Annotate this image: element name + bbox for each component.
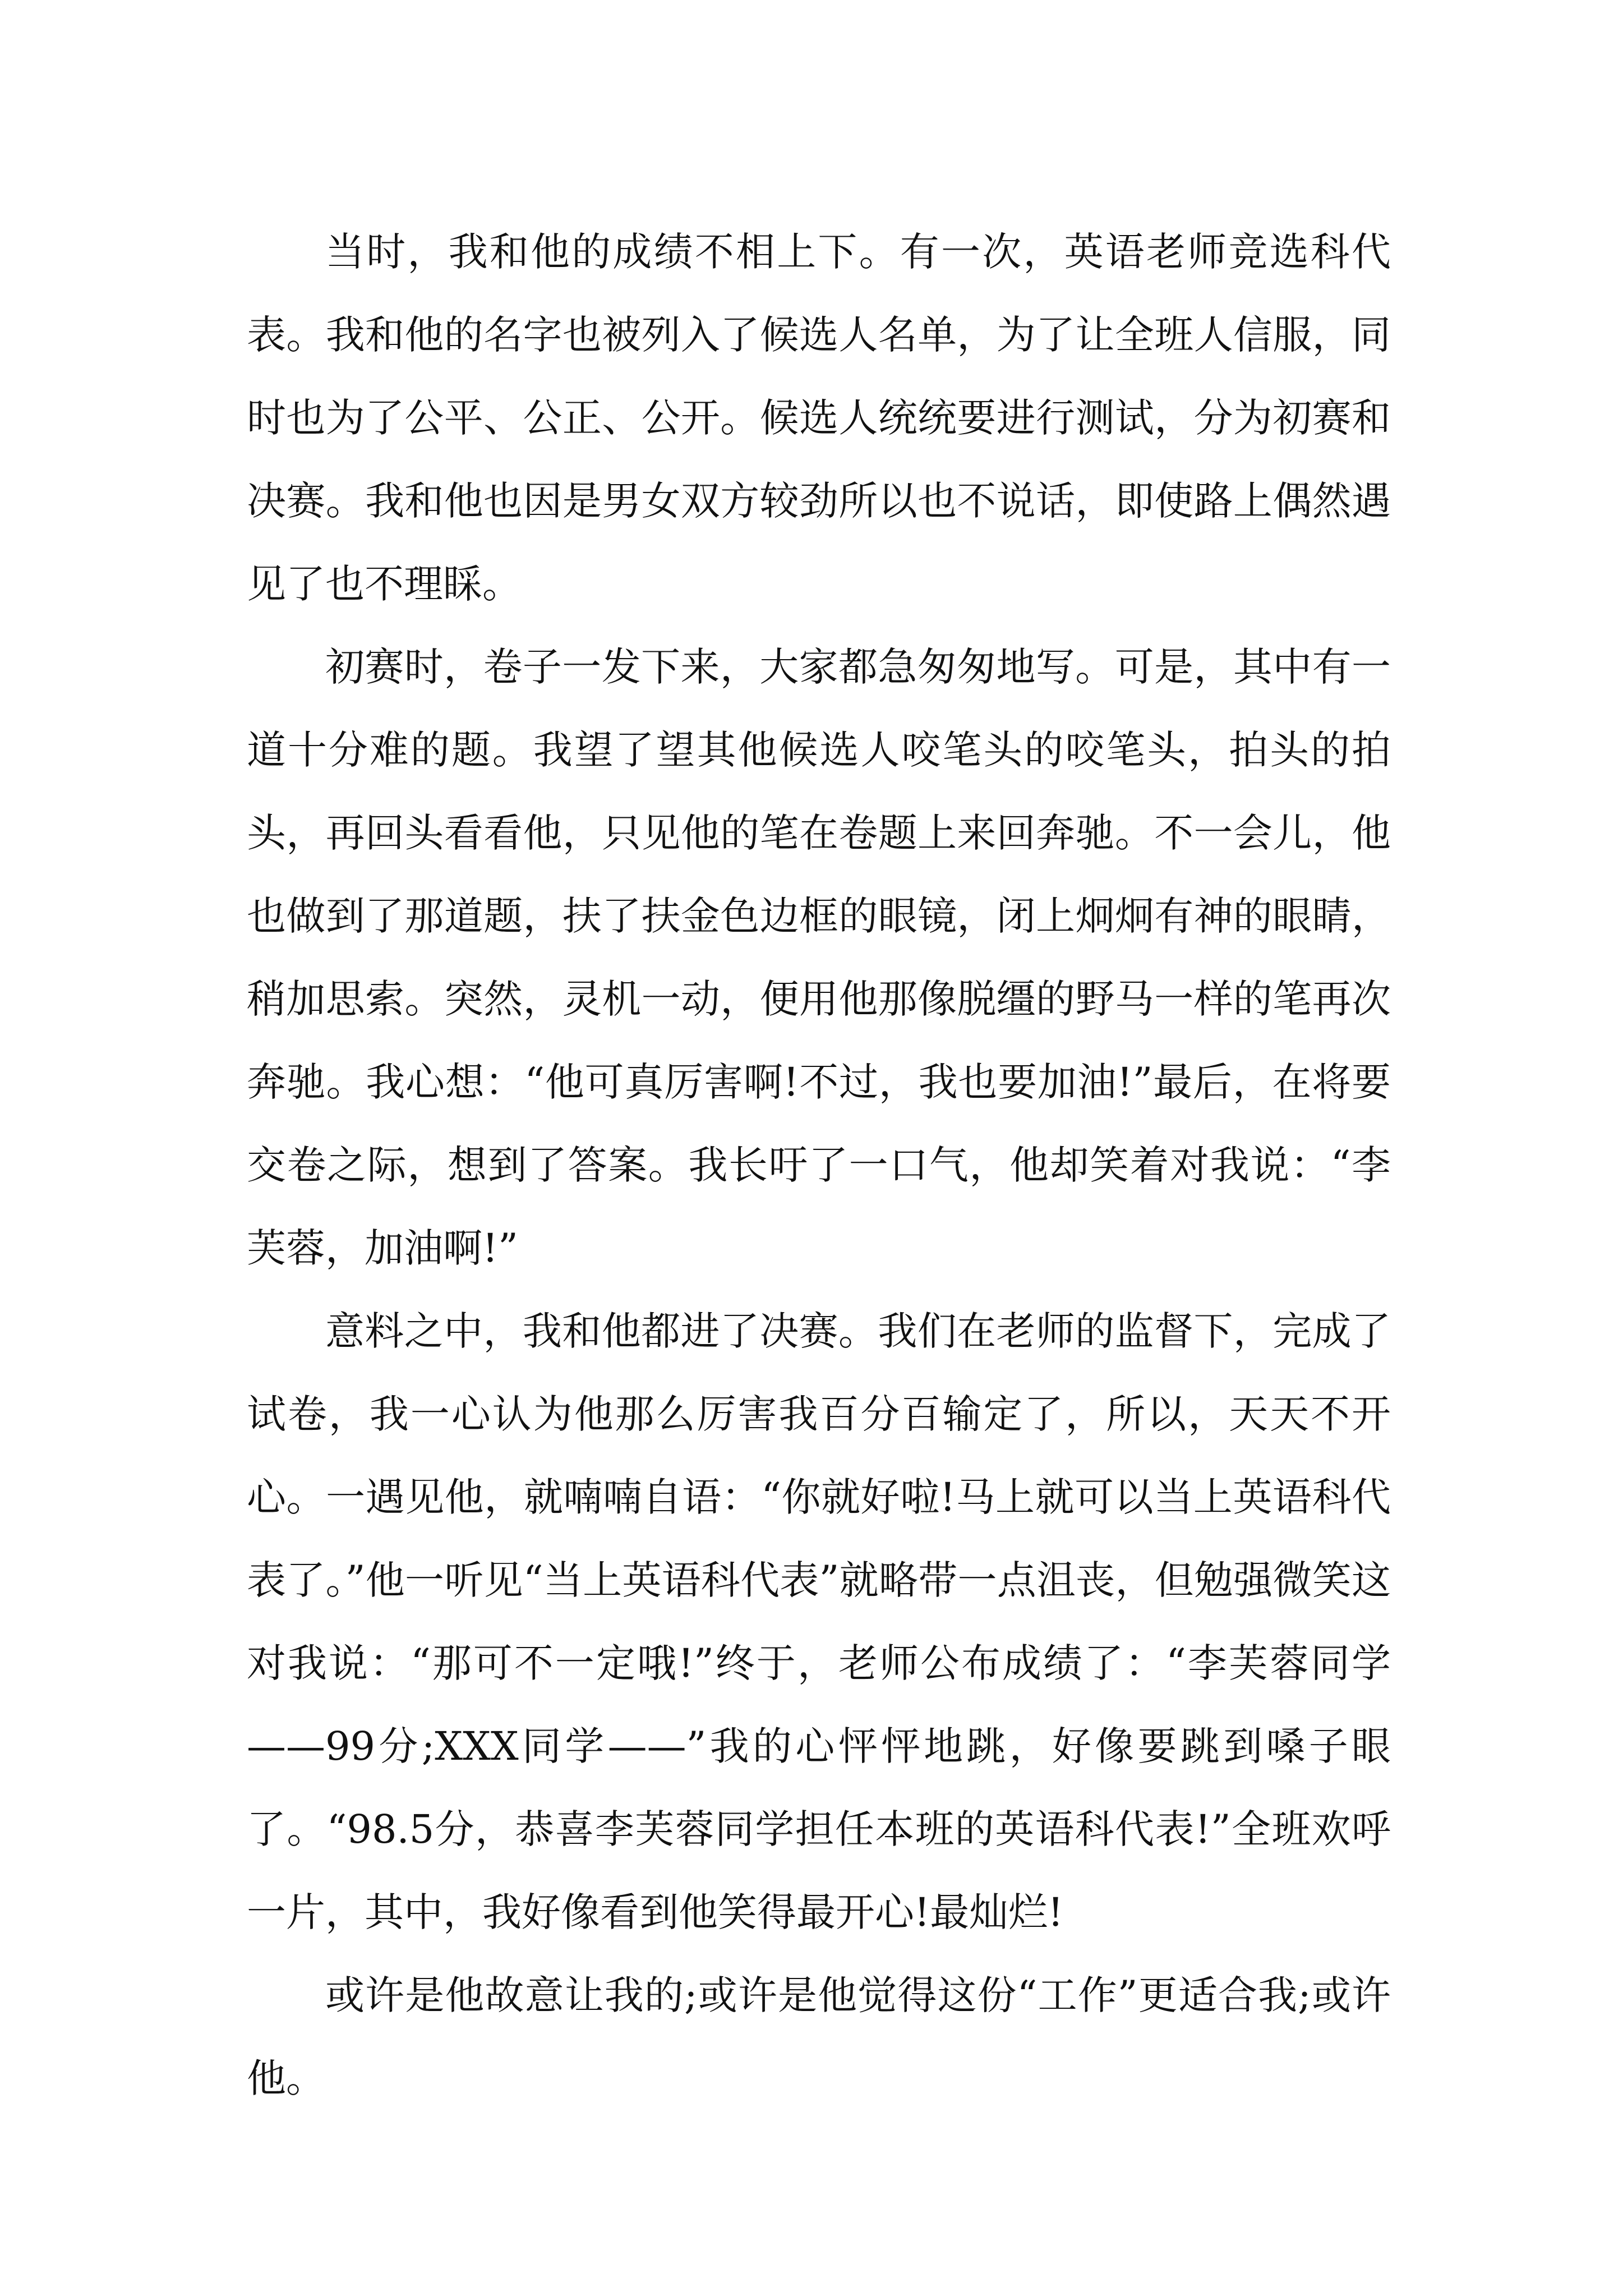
document-body (247, 210, 1391, 2120)
paragraph-4: 或许是他故意让我的;或许是他觉得这份“工作”更适合我;或许他。 (247, 1972, 1391, 2101)
paragraph-1: 当时，我和他的成绩不相上下。有一次，英语老师竞选科代表。我和他的名字也被列入了候选人名单，为了让全班人信服，同时也为了公平、公正、公开。候选人统统要进行测试，分为初赛和决赛。我和他也因是男女双方较劲所以也不说话，即使路上偶然遇见了也不理睬。 (247, 229, 1391, 607)
paragraph-3: 意料之中，我和他都进了决赛。我们在老师的监督下，完成了试卷，我一心认为他那么厉害我百分百输定了，所以，天天不开心。一遇见他，就喃喃自语：“你就好啦!马上就可以当上英语科代表了。”他一听见“当上英语科代表”就略带一点沮丧，但勉强微笑这对我说：“那可不一定哦!”终于，老师公布成绩了：“李芙蓉同学——99分;XXX同学——”我的心怦怦地跳，好像要跳到嗓子眼了。“98.5分，恭喜李芙蓉同学担任本班的英语科代表!”全班欢呼一片，其中，我好像看到他笑得最开心!最灿烂! (247, 1308, 1391, 1935)
paragraph-2: 初赛时，卷子一发下来，大家都急匆匆地写。可是，其中有一道十分难的题。我望了望其他候选人咬笔头的咬笔头，拍头的拍头，再回头看看他，只见他的笔在卷题上来回奔驰。不一会儿，他也做到了那道题，扶了扶金色边框的眼镜，闭上炯炯有神的眼睛，稍加思索。突然，灵机一动，便用他那像脱缰的野马一样的笔再次奔驰。我心想：“他可真厉害啊!不过，我也要加油!”最后，在将要交卷之际，想到了答案。我长吁了一口气，他却笑着对我说：“李芙蓉，加油啊!” (247, 644, 1391, 1271)
